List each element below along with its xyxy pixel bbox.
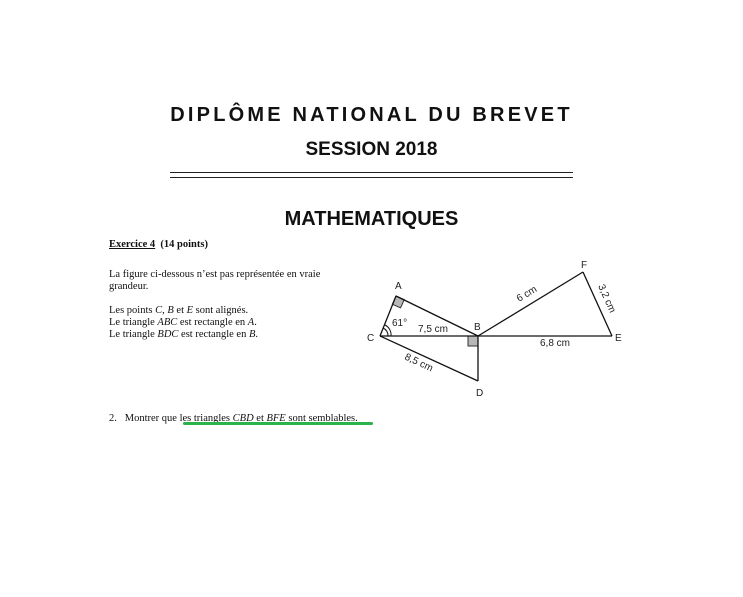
exam-title: DIPLÔME NATIONAL DU BREVET — [170, 104, 573, 126]
length-label-bf: 6 cm — [514, 283, 540, 305]
fact-aligned: Les points C, B et E sont alignés. — [109, 305, 249, 316]
length-label-cb: 7,5 cm — [418, 324, 449, 335]
point-label-c: C — [367, 333, 375, 344]
question-2: 2. Montrer que les triangles CBD et BFE sont semblables. — [109, 413, 358, 424]
point-label-b: B — [474, 322, 481, 333]
point-label-a: A — [395, 281, 402, 292]
segment-ca — [380, 296, 396, 336]
exercise-points: (14 points) — [160, 239, 208, 250]
session-title: SESSION 2018 — [305, 139, 438, 160]
fact-bdc-right: Le triangle BDC est rectangle en B. — [109, 329, 258, 340]
segment-bf — [478, 272, 583, 336]
point-label-e: E — [615, 333, 622, 344]
point-label-f: F — [581, 260, 588, 271]
length-label-be: 6,8 cm — [540, 338, 571, 349]
question-number: 2. — [109, 413, 117, 424]
angle-label: 61° — [392, 318, 408, 329]
length-label-fe: 3,2 cm — [595, 282, 618, 315]
right-angle-b — [468, 336, 478, 346]
subject-title: MATHEMATIQUES — [284, 208, 459, 230]
length-label-cd: 8,5 cm — [402, 351, 435, 375]
exercise-label: Exercice 4 — [109, 239, 156, 250]
segment-cd — [380, 336, 478, 381]
exercise-intro: La figure ci-dessous n’est pas représentée en vraie grandeur. — [109, 269, 321, 292]
fact-abc-right: Le triangle ABC est rectangle en A. — [109, 317, 257, 328]
angle-arc-c-inner — [383, 328, 388, 336]
point-label-d: D — [476, 388, 484, 399]
